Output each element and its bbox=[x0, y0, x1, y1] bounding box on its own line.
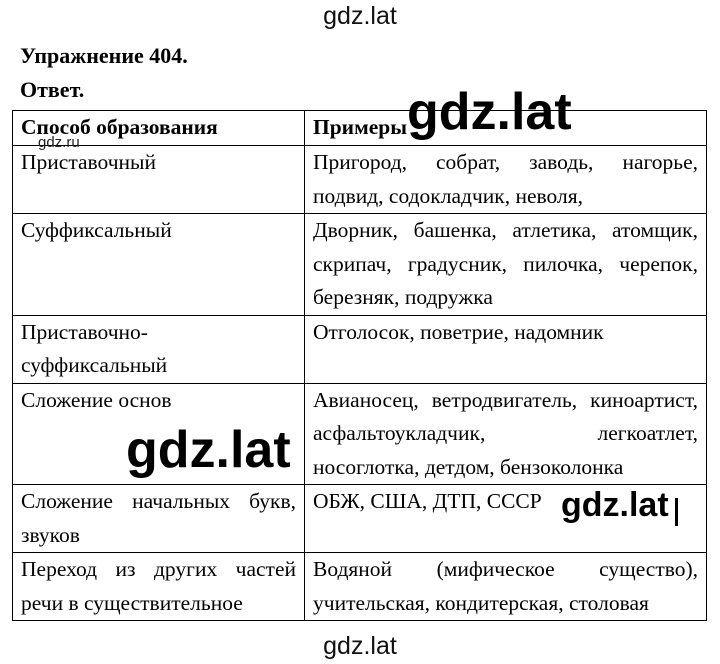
examples-cell bbox=[305, 214, 707, 316]
examples-line: Авианосец, ветродвигатель, киноартист, bbox=[313, 387, 698, 412]
header-method: Способ образования bbox=[13, 111, 305, 146]
examples-line: асфальтоукладчик, легкоатлет, bbox=[313, 421, 698, 445]
table-row bbox=[13, 315, 707, 383]
examples-line: учительская, кондитерская, столовая bbox=[313, 590, 649, 615]
table-row bbox=[13, 553, 707, 621]
examples-cell bbox=[305, 146, 707, 214]
table-row bbox=[13, 214, 707, 316]
examples-line: скрипач, градусник, пилочка, черепок, bbox=[313, 251, 698, 276]
method-line: Приставочно- bbox=[21, 319, 148, 344]
examples-line: Водяной (мифическое существо), bbox=[313, 557, 698, 581]
answer-label: Ответ. bbox=[20, 77, 85, 102]
table-row bbox=[13, 383, 707, 485]
examples-line: ОБЖ, США, ДТП, СССР bbox=[313, 489, 542, 513]
method-cell bbox=[13, 485, 305, 553]
examples-line: Пригород, собрат, заводь, нагорье, bbox=[313, 150, 698, 174]
exercise-title: Упражнение 404. bbox=[20, 43, 188, 68]
watermark-large-3: gdz.lat bbox=[561, 486, 669, 524]
examples-line: березняк, подружка bbox=[313, 285, 493, 309]
watermark-bar bbox=[675, 498, 678, 526]
method-line: суффиксальный bbox=[21, 353, 168, 377]
method-line: Суффиксальный bbox=[21, 218, 172, 242]
watermark-bottom: gdz.lat bbox=[323, 632, 397, 660]
method-line: речи в существительное bbox=[21, 590, 243, 615]
method-cell bbox=[13, 146, 305, 214]
method-line: Приставочный bbox=[21, 150, 156, 174]
examples-cell bbox=[305, 383, 707, 485]
watermark-large-2: gdz.lat bbox=[126, 421, 291, 479]
examples-line: носоглотка, детдом, бензоколонка bbox=[313, 454, 624, 479]
method-line: Сложение основ bbox=[21, 387, 172, 412]
formation-table bbox=[12, 110, 707, 621]
watermark-top: gdz.lat bbox=[323, 2, 397, 30]
method-line: Сложение начальных букв, bbox=[21, 489, 296, 513]
examples-line: подвид, содокладчик, неволя, bbox=[313, 183, 583, 208]
watermark-small: gdz.ru bbox=[38, 134, 80, 151]
method-cell bbox=[13, 214, 305, 316]
header-examples: Примеры bbox=[305, 111, 707, 146]
examples-cell bbox=[305, 553, 707, 621]
examples-cell bbox=[305, 315, 707, 383]
table-header-row bbox=[13, 111, 707, 146]
examples-line: Дворник, башенка, атлетика, атомщик, bbox=[313, 218, 698, 242]
method-line: звуков bbox=[21, 522, 80, 547]
method-cell bbox=[13, 553, 305, 621]
watermark-large-1: gdz.lat bbox=[407, 83, 572, 141]
examples-line: Отголосок, поветрие, надомник bbox=[313, 319, 604, 344]
method-cell bbox=[13, 315, 305, 383]
method-line: Переход из других частей bbox=[21, 557, 296, 581]
table-row bbox=[13, 146, 707, 214]
